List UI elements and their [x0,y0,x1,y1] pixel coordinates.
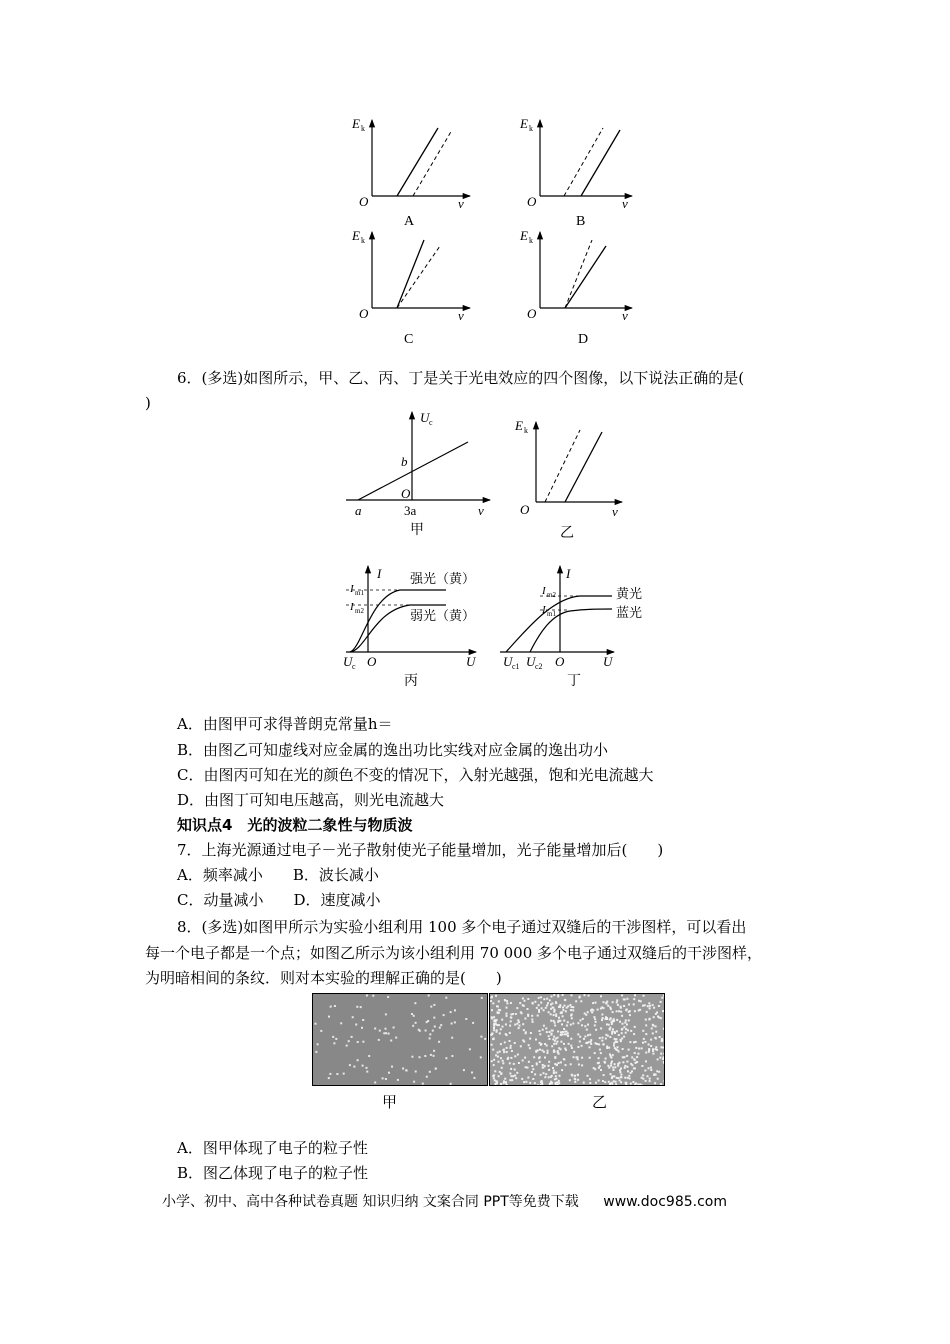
svg-text:蓝光: 蓝光 [616,605,643,620]
svg-text:k: k [524,426,528,435]
footer [162,1191,727,1211]
q8-stem-line2: 每一个电子都是一个点；如图乙所示为该小组利用 70 000 多个电子通过双缝后的干涉图样， [145,944,763,962]
svg-text:O: O [555,654,565,669]
dashed-line [564,128,603,196]
axis-y-label: E [352,228,360,243]
graph-caption: D [578,332,589,347]
svg-text:m1: m1 [355,589,364,597]
svg-text:ν: ν [612,504,618,519]
svg-text:3a: 3a [404,503,417,518]
svg-text:c2: c2 [535,662,543,671]
graph-caption: C [404,332,414,347]
svg-text:I: I [566,566,571,581]
svg-text:k: k [361,236,365,245]
graph-caption: B [576,214,586,229]
graph-c [351,228,470,347]
svg-text:c: c [429,418,433,427]
q8-option-a: A．图甲体现了电子的粒子性 [177,1139,368,1157]
svg-text:c: c [352,662,356,671]
footer-url: www.doc985.com [603,1194,727,1210]
graph-d [519,228,632,347]
graph-caption: 甲 [410,523,424,538]
svg-text:U: U [603,654,613,669]
pattern-caption-jia: 甲 [382,1093,398,1111]
origin-label: O [359,306,369,321]
axis-y-label: E [520,116,528,131]
svg-text:O: O [367,654,377,669]
solid-line [397,240,424,308]
svg-text:弱光（黄）: 弱光（黄） [410,608,476,623]
axis-x-label: ν [458,196,464,211]
graph-bing [343,566,477,689]
svg-text:强光（黄）: 强光（黄） [410,571,476,586]
graph-caption: 乙 [560,526,574,541]
q7-stem: 7．上海光源通过电子－光子散射使光子能量增加，光子能量增加后( ) [177,841,664,859]
graph-caption: A [404,214,415,229]
svg-text:I: I [350,601,354,613]
q6-option-d: D．由图丁可知电压越高，则光电流越大 [177,791,445,809]
svg-text:I: I [542,585,546,597]
axis-x-label: ν [458,308,464,323]
q6-option-c: C．由图丙可知在光的颜色不变的情况下，入射光越强，饱和光电流越大 [177,766,654,784]
graph-b [519,116,632,229]
q6-option-a: A．由图甲可求得普朗克常量h＝ [177,715,393,733]
svg-text:U: U [420,410,430,425]
svg-text:U: U [466,654,476,669]
q7-options-row1: A．频率减小 B．波长减小 [177,866,379,884]
svg-text:m2: m2 [547,591,556,599]
svg-text:黄光: 黄光 [616,586,643,601]
graph-a [351,116,470,229]
pattern-image-jia [312,993,488,1086]
pattern-caption-yi: 乙 [592,1093,608,1111]
graph-jia [346,410,490,538]
axis-y-label: E [520,228,528,243]
q8-stem-line3: 为明暗相间的条纹．则对本实验的理解正确的是( ) [145,969,502,987]
yellow-curve [506,596,612,652]
svg-text:m1: m1 [547,610,556,618]
axis-y-label: E [352,116,360,131]
q7-options-row2: C．动量减小 D．速度减小 [177,891,381,909]
footer-text: 小学、初中、高中各种试卷真题 知识归纳 文案合同 PPT等免费下载 [162,1194,579,1210]
solid-line [581,130,620,196]
svg-text:k: k [529,124,533,133]
q8-stem-line1: 8．(多选)如图甲所示为实验小组利用 100 多个电子通过双缝后的干涉图样，可以看出 [177,918,747,936]
svg-text:k: k [529,236,533,245]
svg-text:U: U [526,654,536,669]
axis-x-label: ν [622,308,628,323]
svg-text:a: a [355,503,362,518]
graph-caption: 丁 [567,674,581,689]
svg-text:c1: c1 [512,662,520,671]
solid-line [397,128,438,196]
svg-text:k: k [361,124,365,133]
q6-stem-end: ) [145,394,151,412]
svg-text:U: U [343,654,353,669]
svg-text:b: b [401,454,408,469]
svg-text:m2: m2 [355,607,364,615]
axis-x-label: ν [622,196,628,211]
graph-caption: 丙 [404,674,418,689]
q6-option-b: B．由图乙可知虚线对应金属的逸出功比实线对应金属的逸出功小 [177,741,609,759]
graph-yi [514,418,622,541]
graph-ding [500,566,642,689]
solid-line [565,432,602,502]
svg-text:ν: ν [478,503,484,518]
origin-label: O [359,194,369,209]
q6-stem: 6．(多选)如图所示，甲、乙、丙、丁是关于光电效应的四个图像，以下说法正确的是( [177,369,745,387]
dashed-line [545,430,580,502]
svg-text:I: I [377,566,382,581]
dashed-line [413,130,452,196]
option-graphs-figure [0,0,950,360]
svg-text:O: O [401,486,411,501]
svg-text:E: E [515,418,523,433]
uc-line [358,442,468,500]
svg-text:I: I [350,583,354,595]
section-title: 知识点4 光的波粒二象性与物质波 [177,816,413,834]
svg-text:O: O [520,502,530,517]
q6-graphs-figure [0,400,950,700]
svg-text:I: I [542,604,546,616]
q8-option-b: B．图乙体现了电子的粒子性 [177,1164,369,1182]
origin-label: O [527,306,537,321]
svg-text:U: U [503,654,513,669]
pattern-image-yi [489,993,665,1086]
origin-label: O [527,194,537,209]
